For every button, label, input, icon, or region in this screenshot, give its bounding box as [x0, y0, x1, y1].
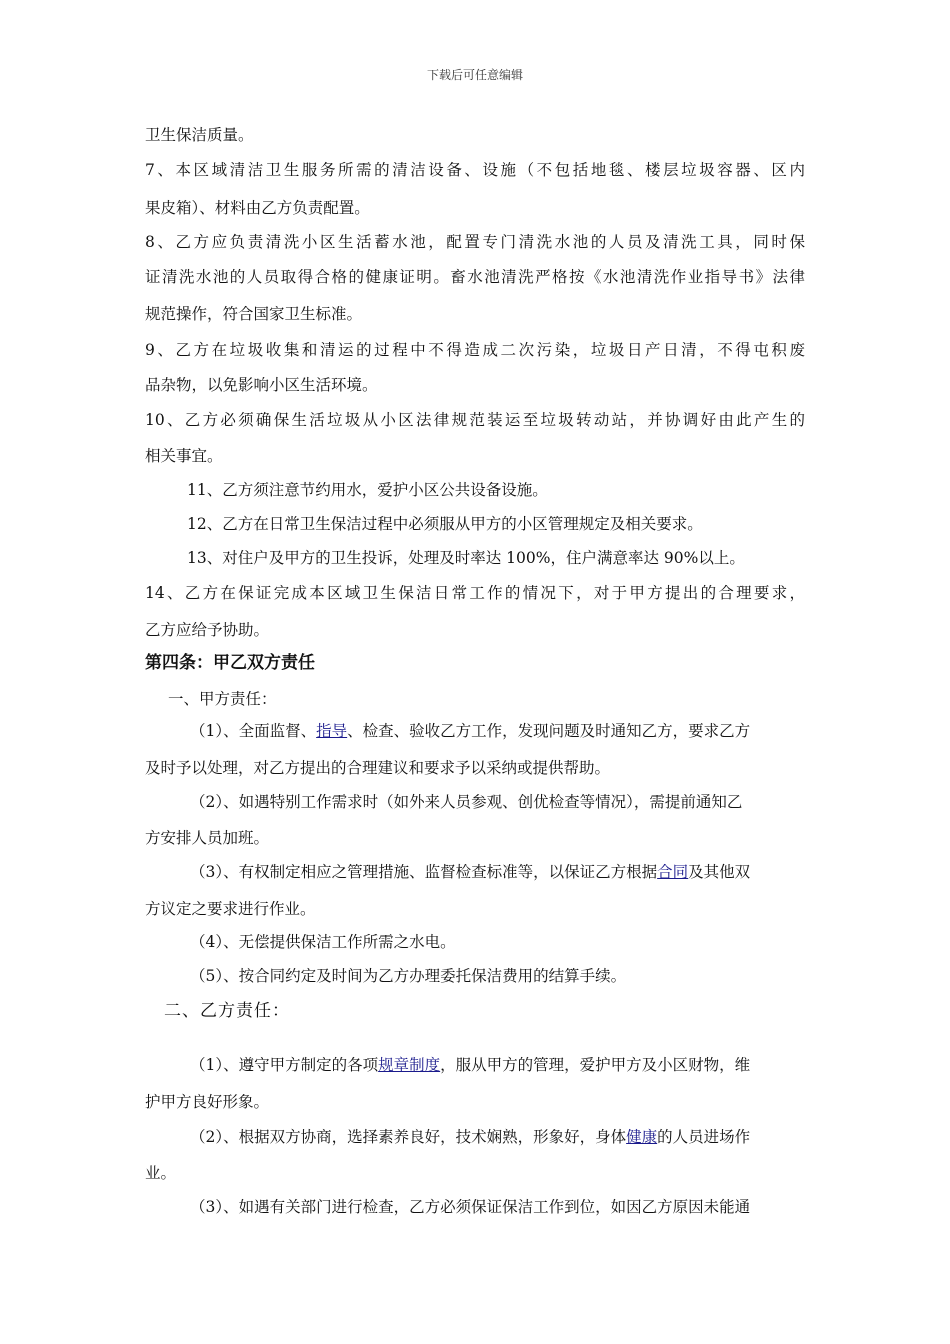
- link-health[interactable]: 健康: [626, 1128, 658, 1146]
- paragraph-line: 12、乙方在日常卫生保洁过程中必须服从甲方的小区管理规定及相关要求。: [187, 515, 703, 533]
- paragraph-line: 13、对住户及甲方的卫生投诉，处理及时率达 100%，住户满意率达 90%以上。: [187, 549, 745, 567]
- link-rules[interactable]: 规章制度: [378, 1056, 441, 1074]
- paragraph-line: 7、本区域清洁卫生服务所需的清洁设备、设施（不包括地毯、楼层垃圾容器、区内: [145, 161, 805, 179]
- link-guidance[interactable]: 指导: [316, 722, 348, 740]
- list-item: （3）、如遇有关部门进行检查，乙方必须保证保洁工作到位，如因乙方原因未能通: [190, 1198, 751, 1216]
- paragraph-line: 9、乙方在垃圾收集和清运的过程中不得造成二次污染，垃圾日产日清，不得屯积废: [145, 341, 805, 359]
- subsection-title-party-b: 二、乙方责任：: [164, 1001, 290, 1021]
- paragraph-line: 果皮箱）、材料由乙方负责配置。: [145, 199, 370, 217]
- section-title: 第四条：甲乙双方责任: [145, 653, 315, 673]
- paragraph-line: 卫生保洁质量。: [145, 126, 254, 144]
- paragraph-line: 护甲方良好形象。: [145, 1093, 270, 1111]
- list-item: （2）、根据双方协商，选择素养良好，技术娴熟，形象好，身体健康的人员进场作: [190, 1128, 751, 1146]
- list-item: （1）、全面监督、指导、检查、验收乙方工作，发现问题及时通知乙方，要求乙方: [190, 722, 751, 740]
- paragraph-line: 相关事宜。: [145, 447, 223, 465]
- list-item: （4）、无偿提供保洁工作所需之水电。: [190, 933, 456, 951]
- paragraph-line: 规范操作，符合国家卫生标准。: [145, 305, 363, 323]
- paragraph-line: 及时予以处理，对乙方提出的合理建议和要求予以采纳或提供帮助。: [145, 759, 611, 777]
- paragraph-line: 10、乙方必须确保生活垃圾从小区法律规范装运至垃圾转动站，并协调好由此产生的: [145, 411, 805, 429]
- paragraph-line: 方安排人员加班。: [145, 829, 270, 847]
- paragraph-line: 证清洗水池的人员取得合格的健康证明。畜水池清洗严格按《水池清洗作业指导书》法律: [145, 268, 805, 286]
- paragraph-line: 业。: [145, 1164, 177, 1182]
- link-contract[interactable]: 合同: [657, 863, 689, 881]
- paragraph-line: 8、乙方应负责清洗小区生活蓄水池，配置专门清洗水池的人员及清洗工具，同时保: [145, 233, 805, 251]
- list-item: （3）、有权制定相应之管理措施、监督检查标准等，以保证乙方根据合同及其他双: [190, 863, 751, 881]
- paragraph-line: 11、乙方须注意节约用水，爱护小区公共设备设施。: [187, 481, 548, 499]
- subsection-title-party-a: 一、甲方责任：: [168, 690, 277, 708]
- list-item: （5）、按合同约定及时间为乙方办理委托保洁费用的结算手续。: [190, 967, 627, 985]
- paragraph-line: 方议定之要求进行作业。: [145, 900, 316, 918]
- paragraph-line: 14、乙方在保证完成本区域卫生保洁日常工作的情况下，对于甲方提出的合理要求，: [145, 584, 805, 602]
- list-item: （1）、遵守甲方制定的各项规章制度，服从甲方的管理，爱护甲方及小区财物，维: [190, 1056, 751, 1074]
- paragraph-line: 品杂物，以免影响小区生活环境。: [145, 376, 378, 394]
- paragraph-line: 乙方应给予协助。: [145, 621, 270, 639]
- page-header: 下载后可任意编辑: [426, 68, 523, 82]
- list-item: （2）、如遇特别工作需求时（如外来人员参观、创优检查等情况），需提前通知乙: [190, 793, 743, 811]
